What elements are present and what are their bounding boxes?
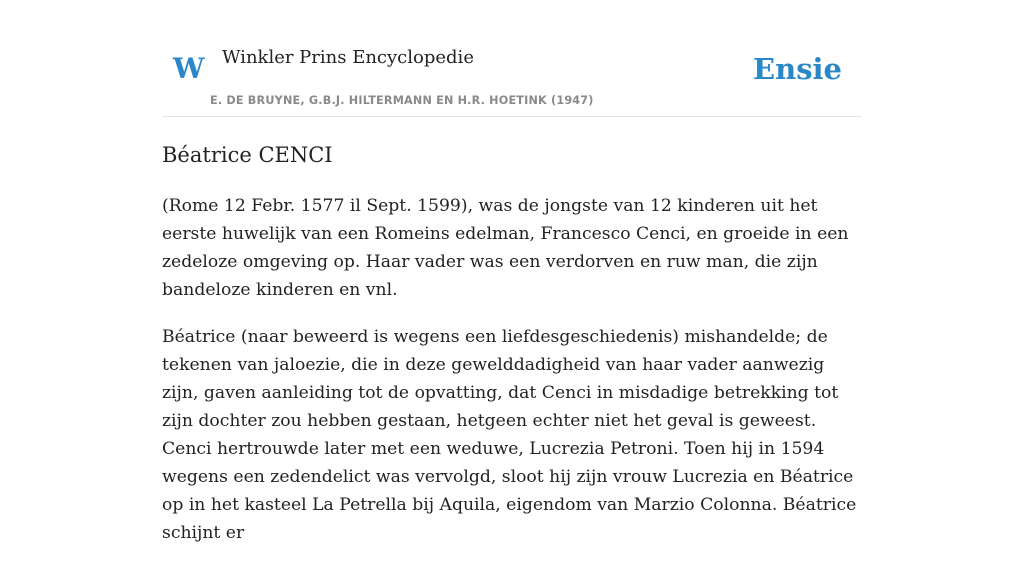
publication-logo-icon[interactable]: W <box>173 52 205 85</box>
publication-authors: E. DE BRUYNE, G.B.J. HILTERMANN EN H.R. HOETINK (1947) <box>210 94 594 107</box>
article-title: Béatrice CENCI <box>162 143 333 167</box>
ensie-logo-link[interactable]: Ensie <box>753 52 842 86</box>
site-header <box>162 0 862 117</box>
article-paragraph-2: Béatrice (naar beweerd is wegens een liefdesgeschiedenis) mishandelde; de tekenen van jaloezie, die in deze gewelddadigheid van haar vader aanwezig zijn, gaven aanleiding tot de opvatting, dat Cenci in misdadige betrekking tot zijn dochter zou hebben gestaan, hetgeen echter niet het geval is geweest. Cenci hertrouwde later met een weduwe, Lucrezia Petroni. Toen hij in 1594 wegens een zedendelict was vervolgd, sloot hij zijn vrouw Lucrezia en Béatrice op in het kasteel La Petrella bij Aquila, eigendom van Marzio Colonna. Béatrice schijnt er <box>162 327 857 543</box>
article-body <box>162 192 862 566</box>
article-paragraph-1: (Rome 12 Febr. 1577 il Sept. 1599), was de jongste van 12 kinderen uit het eerste huwelijk van een Romeins edelman, Francesco Cenci, en groeide in een zedeloze omgeving op. Haar vader was een verdorven en ruw man, die zijn bandeloze kinderen en vnl. <box>162 196 849 300</box>
publication-title-link[interactable]: Winkler Prins Encyclopedie <box>222 47 474 68</box>
